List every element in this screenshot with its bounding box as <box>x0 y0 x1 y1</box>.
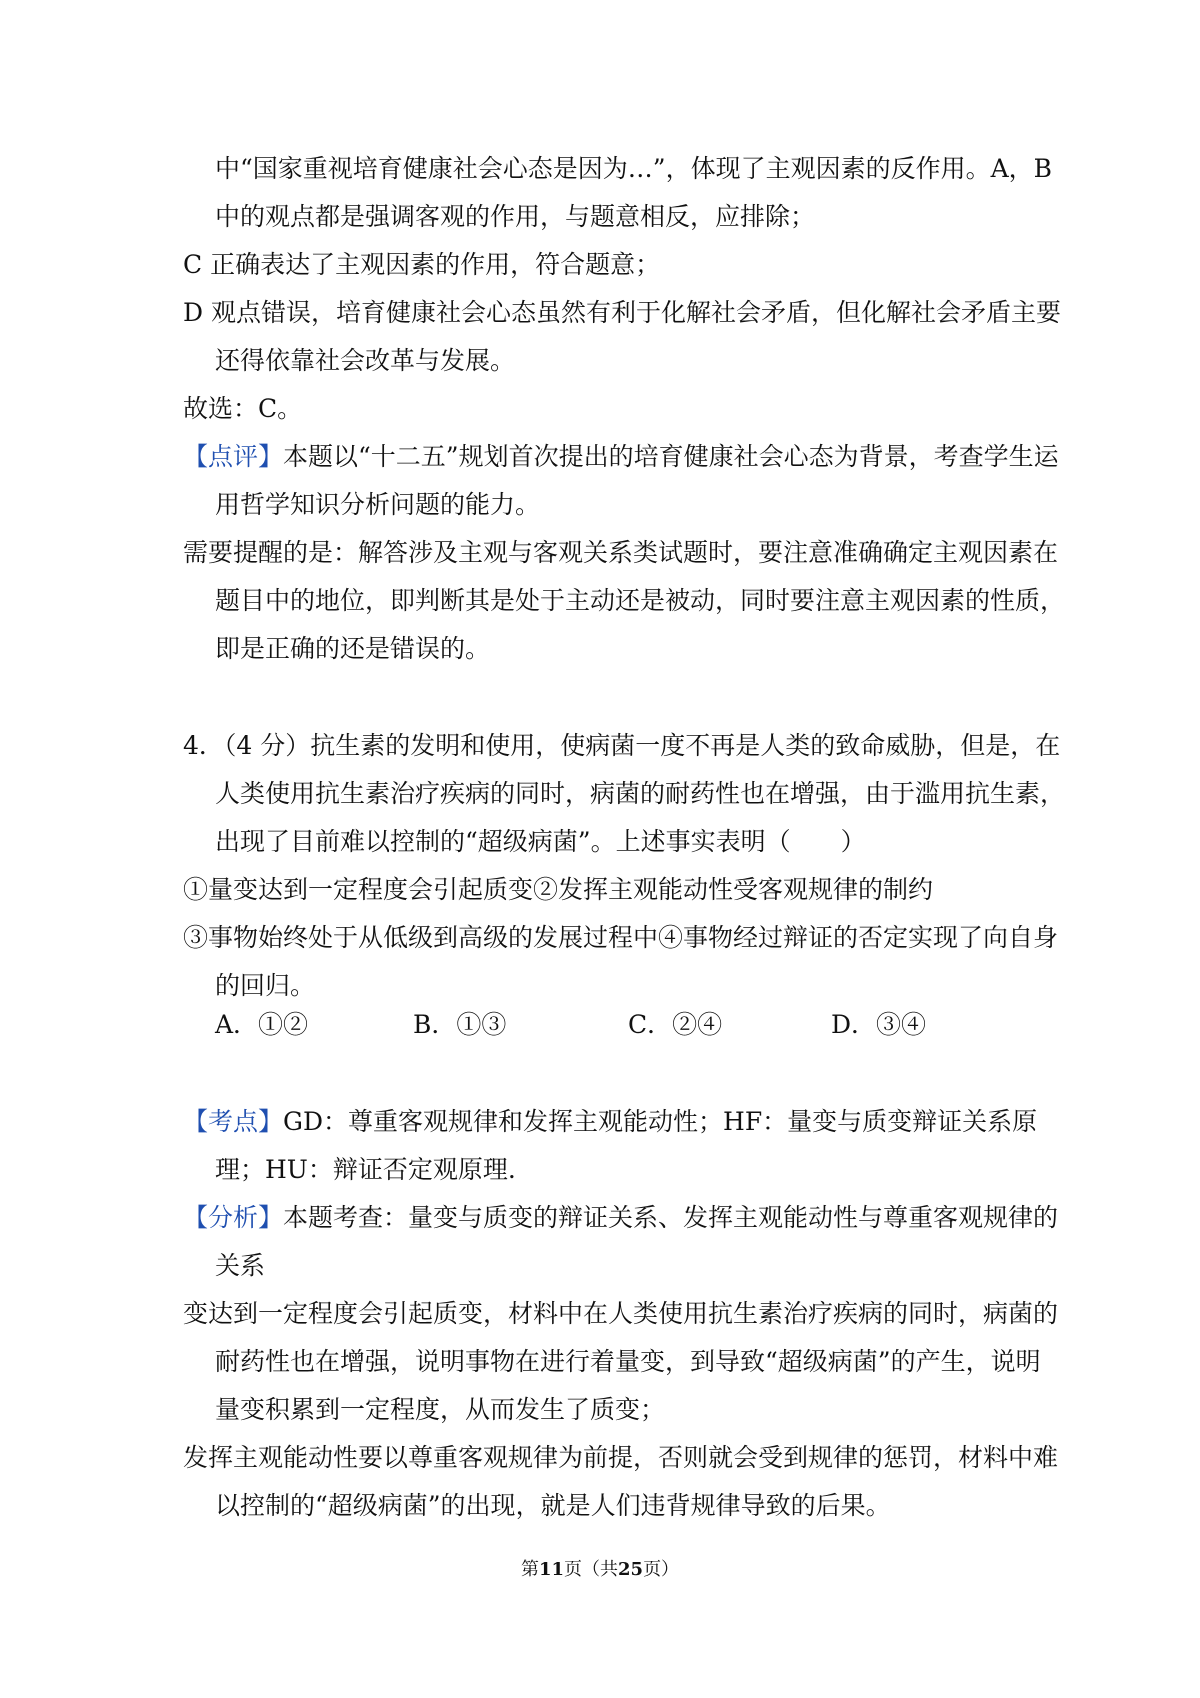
paragraph-objective-laws: 发挥主观能动性要以尊重客观规律为前提，否则就会受到规律的惩罚，材料中难以控制的“超级病菌”的出现，就是人们违背规律导致的后果。 <box>183 1443 1059 1520</box>
paragraph-analysis <box>183 1194 1065 1290</box>
option-b: B．①③ <box>413 1010 507 1039</box>
option-d: D．③④ <box>831 1010 927 1039</box>
footer-middle: 页（共 <box>564 1559 618 1580</box>
paragraph-option-c: C 正确表达了主观因素的作用，符合题意； <box>183 250 661 279</box>
option-c: C．②④ <box>628 1010 723 1039</box>
paragraph-answer: 故选：C。 <box>183 394 303 423</box>
paragraph-comment <box>183 433 1065 529</box>
statements-1-2: ①量变达到一定程度会引起质变②发挥主观能动性受客观规律的制约 <box>183 875 934 904</box>
footer-suffix: 页） <box>643 1559 680 1580</box>
analysis-tag: 【分析】 <box>183 1203 284 1232</box>
paragraph-option-d: D 观点错误，培育健康社会心态虽然有利于化解社会矛盾，但化解社会矛盾主要还得依靠社会改革与发展。 <box>183 298 1061 375</box>
analysis-text: 本题考查：量变与质变的辩证关系、发挥主观能动性与尊重客观规律的关系 <box>215 1203 1059 1280</box>
knowledge-tag: 【考点】 <box>183 1107 284 1136</box>
paragraph-analysis-continued: 中“国家重视培育健康社会心态是因为…”，体现了主观因素的反作用。A，B 中的观点都是强调客观的作用，与题意相反，应排除； <box>215 154 1052 231</box>
current-page-number: 11 <box>538 1559 564 1580</box>
comment-text: 本题以“十二五”规划首次提出的培育健康社会心态为背景，考查学生运用哲学知识分析问题的能力。 <box>215 442 1059 519</box>
knowledge-text: GD：尊重客观规律和发挥主观能动性；HF：量变与质变辩证关系原理；HU：辩证否定观原理. <box>215 1107 1038 1184</box>
page-footer <box>0 1555 1200 1585</box>
paragraph-quantitative-change: 变达到一定程度会引起质变，材料中在人类使用抗生素治疗疾病的同时，病菌的耐药性也在增强，说明事物在进行着量变，到导致“超级病菌”的产生，说明量变积累到一定程度，从而发生了质变； <box>183 1299 1059 1424</box>
statements-3-4: ③事物始终处于从低级到高级的发展过程中④事物经过辩证的否定实现了向自身的回归。 <box>183 923 1059 1000</box>
paragraph-knowledge-points <box>183 1098 1065 1194</box>
total-page-count: 25 <box>618 1559 644 1580</box>
answer-options <box>215 1001 1015 1049</box>
option-a: A．①② <box>215 1010 309 1039</box>
footer-prefix: 第 <box>520 1559 539 1580</box>
question-4-stem: 4．（4 分）抗生素的发明和使用，使病菌一度不再是人类的致命威胁，但是，在人类使用抗生素治疗疾病的同时，病菌的耐药性也在增强，由于滥用抗生素，出现了目前难以控制的“超级病菌”。上述事实表明（ ） <box>183 731 1066 856</box>
comment-tag: 【点评】 <box>183 442 284 471</box>
paragraph-reminder: 需要提醒的是：解答涉及主观与客观关系类试题时，要注意准确确定主观因素在题目中的地位，即判断其是处于主动还是被动，同时要注意主观因素的性质，即是正确的还是错误的。 <box>183 538 1066 663</box>
